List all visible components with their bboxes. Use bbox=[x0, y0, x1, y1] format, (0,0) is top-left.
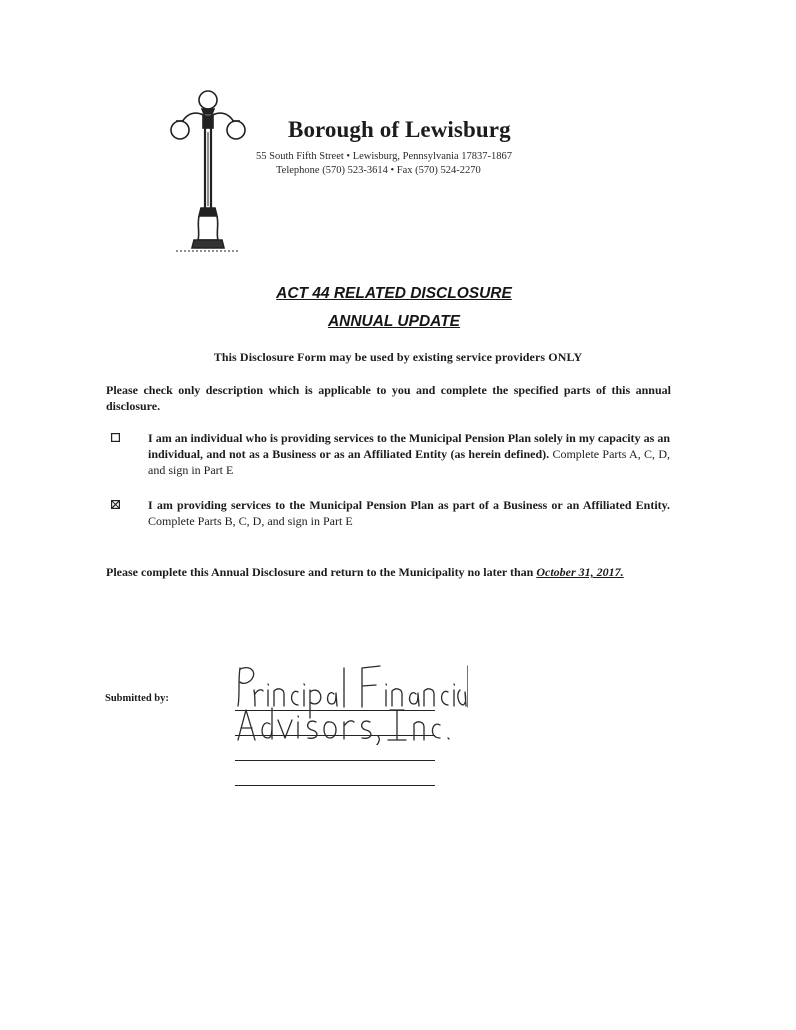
deadline-text bbox=[106, 564, 671, 580]
form-subtitle: ANNUAL UPDATE bbox=[327, 313, 461, 330]
submitted-by-label: Submitted by: bbox=[105, 693, 169, 704]
signature-line-4[interactable] bbox=[235, 785, 435, 786]
street-lamp-icon bbox=[168, 88, 248, 258]
org-contact: Telephone (570) 523-3614 • Fax (570) 524-2270 bbox=[276, 165, 481, 176]
deadline-date: October 31, 2017. bbox=[536, 565, 624, 579]
instructions-text: Please check only description which is applicable to you and complete the specified parts of this annual disclosure. bbox=[106, 383, 671, 413]
deadline-sentence: Please complete this Annual Disclosure and return to the Municipality no later than bbox=[106, 565, 534, 579]
checkbox-individual[interactable] bbox=[111, 433, 120, 442]
option-business-bold: I am providing services to the Municipal Pension Plan as part of a Business or an Affiliated Entity. bbox=[148, 498, 670, 512]
signature-line-3[interactable] bbox=[235, 760, 435, 761]
org-address: 55 South Fifth Street • Lewisburg, Pennsylvania 17837-1867 bbox=[256, 151, 513, 162]
checkbox-business[interactable] bbox=[111, 500, 120, 509]
option-individual-parts: Complete Parts A, C, D, and sign in Part E bbox=[148, 447, 670, 477]
option-business-text bbox=[148, 497, 670, 529]
org-name: Borough of Lewisburg bbox=[288, 117, 511, 142]
option-individual-bold: I am an individual who is providing services to the Municipal Pension Plan solely in my capacity as an individual, and not as a Business or as an Affiliated Entity (as herein defined). bbox=[148, 431, 670, 461]
option-individual-text bbox=[148, 430, 670, 478]
option-business-parts: Complete Parts B, C, D, and sign in Part E bbox=[148, 514, 353, 528]
form-title: ACT 44 RELATED DISCLOSURE bbox=[276, 285, 512, 302]
intro-text: This Disclosure Form may be used by existing service providers ONLY bbox=[213, 350, 583, 364]
handwritten-signature bbox=[228, 660, 468, 745]
